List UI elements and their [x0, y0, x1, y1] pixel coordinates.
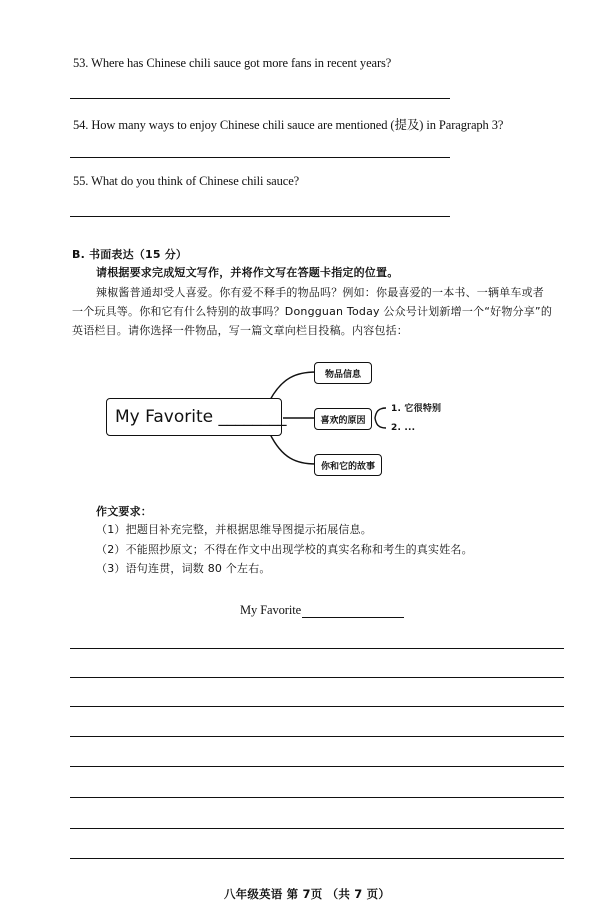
prompt-line-2: 一个玩具等。你和它有什么特别的故事吗？Dongguan Today 公众号计划新增一个“好物分享”的 — [72, 305, 553, 318]
question-55: 55. What do you think of Chinese chili sauce? — [73, 174, 300, 188]
essay-title: My Favorite — [240, 603, 302, 617]
writing-line[interactable] — [70, 736, 564, 737]
question-53: 53. Where has Chinese chili sauce got more fans in recent years? — [73, 56, 392, 70]
question-54: 54. How many ways to enjoy Chinese chili sauce are mentioned (提及) in Paragraph 3? — [73, 118, 504, 132]
writing-line[interactable] — [70, 858, 564, 859]
node-item-info: 物品信息 — [314, 362, 372, 384]
node-reason: 喜欢的原因 — [314, 408, 372, 430]
essay-title-blank[interactable] — [302, 617, 404, 618]
writing-line[interactable] — [70, 766, 564, 767]
section-b-instruction: 请根据要求完成短文写作，并将作文写在答题卡指定的位置。 — [96, 266, 399, 279]
reason-1: 1. 它很特别 — [391, 404, 442, 414]
writing-line[interactable] — [70, 828, 564, 829]
requirement-1: （1）把题目补充完整，并根据思维导图提示拓展信息。 — [96, 523, 372, 536]
writing-line[interactable] — [70, 797, 564, 798]
node-story: 你和它的故事 — [314, 454, 382, 476]
requirements-title: 作文要求： — [96, 505, 152, 518]
writing-line[interactable] — [70, 677, 564, 678]
mind-map-center-box: My Favorite ________ — [106, 398, 282, 436]
section-b-heading: B. 书面表达（15 分） — [72, 248, 188, 261]
reason-2: 2. ... — [391, 423, 416, 433]
page-footer: 八年级英语 第 7页 （共 7 页） — [223, 887, 391, 901]
requirement-2: （2）不能照抄原文；不得在作文中出现学校的真实名称和考生的真实姓名。 — [96, 543, 473, 556]
prompt-line-1: 辣椒酱普通却受人喜爱。你有爱不释手的物品吗？例如：你最喜爱的一本书、一辆单车或者 — [96, 286, 544, 299]
prompt-line-3: 英语栏目。请你选择一件物品，写一篇文章向栏目投稿。内容包括： — [72, 324, 408, 337]
writing-line[interactable] — [70, 648, 564, 649]
requirement-3: （3）语句连贯，词数 80 个左右。 — [96, 562, 271, 575]
writing-line[interactable] — [70, 706, 564, 707]
